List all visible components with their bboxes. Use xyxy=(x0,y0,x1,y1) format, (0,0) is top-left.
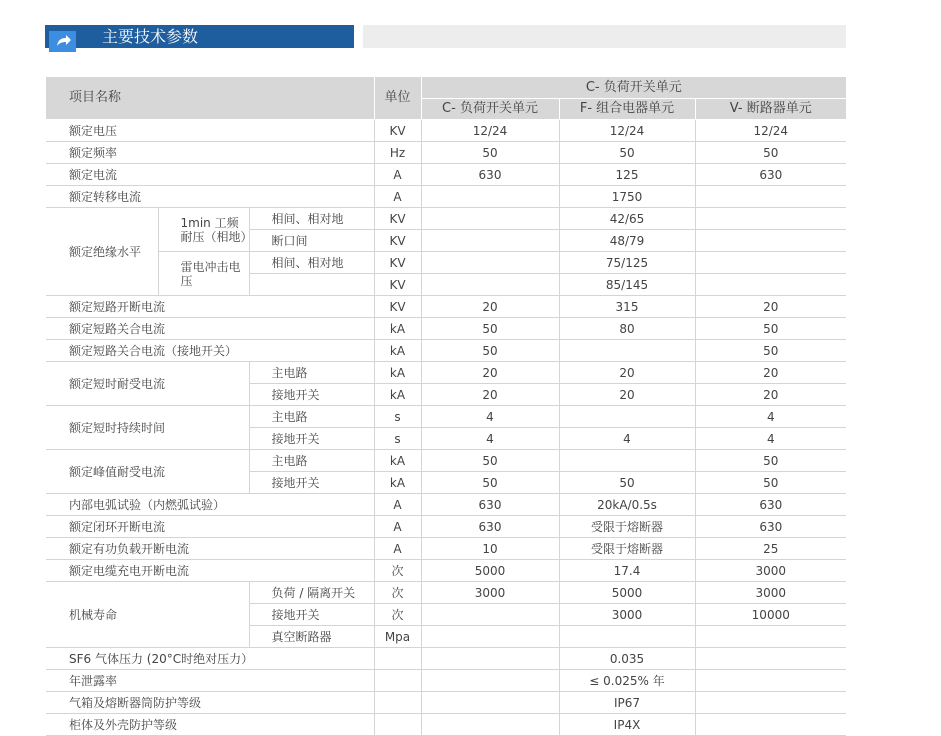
cell-c: 20 xyxy=(421,384,559,406)
row-unit: KV xyxy=(374,230,421,252)
cell-v: 630 xyxy=(695,494,846,516)
cell-c: 630 xyxy=(421,164,559,186)
table-row xyxy=(46,340,846,362)
table-row xyxy=(46,538,846,560)
row-name-mechanical-life: 机械寿命 xyxy=(46,582,249,648)
cell-v xyxy=(695,274,846,296)
sub-row-label: 接地开关 xyxy=(249,604,374,626)
row-unit: KV xyxy=(374,208,421,230)
row-unit: 次 xyxy=(374,604,421,626)
table-row xyxy=(46,296,846,318)
cell-f xyxy=(559,340,695,362)
table-row xyxy=(46,362,846,384)
header-col-c: C- 负荷开关单元 xyxy=(421,99,559,120)
row-name: 额定电缆充电开断电流 xyxy=(46,560,374,582)
cell-c: 50 xyxy=(421,142,559,164)
row-unit: A xyxy=(374,494,421,516)
cell-f: 48/79 xyxy=(559,230,695,252)
row-unit: kA xyxy=(374,472,421,494)
cell-f: 20 xyxy=(559,362,695,384)
spec-table xyxy=(46,77,846,736)
title-divider-strip xyxy=(363,25,846,48)
row-unit: KV xyxy=(374,274,421,296)
row-unit xyxy=(374,670,421,692)
row-unit: KV xyxy=(374,252,421,274)
sub-row-label: 断口间 xyxy=(249,230,374,252)
cell-c: 20 xyxy=(421,296,559,318)
header-item-name: 项目名称 xyxy=(46,77,374,120)
row-unit: KV xyxy=(374,296,421,318)
cell-f: 315 xyxy=(559,296,695,318)
cell-f: 12/24 xyxy=(559,120,695,142)
cell-c xyxy=(421,274,559,296)
header-col-v: V- 断路器单元 xyxy=(695,99,846,120)
row-unit xyxy=(374,692,421,714)
cell-v xyxy=(695,186,846,208)
cell-c xyxy=(421,692,559,714)
cell-v xyxy=(695,714,846,736)
cell-c: 50 xyxy=(421,318,559,340)
row-unit: 次 xyxy=(374,560,421,582)
cell-c xyxy=(421,626,559,648)
row-name: 额定短路关合电流 xyxy=(46,318,374,340)
row-unit: kA xyxy=(374,318,421,340)
cell-v: 12/24 xyxy=(695,120,846,142)
cell-c: 10 xyxy=(421,538,559,560)
cell-f xyxy=(559,406,695,428)
cell-v xyxy=(695,648,846,670)
sub-row-label: 接地开关 xyxy=(249,428,374,450)
arrow-share-icon xyxy=(49,29,76,52)
cell-v xyxy=(695,230,846,252)
cell-v: 20 xyxy=(695,384,846,406)
row-unit: kA xyxy=(374,384,421,406)
cell-v: 630 xyxy=(695,164,846,186)
row-name-short-time-current: 额定短时耐受电流 xyxy=(46,362,249,406)
row-name-short-time-duration: 额定短时持续时间 xyxy=(46,406,249,450)
cell-v xyxy=(695,692,846,714)
sub-row-label: 真空断路器 xyxy=(249,626,374,648)
row-unit: KV xyxy=(374,120,421,142)
table-row xyxy=(46,186,846,208)
cell-c xyxy=(421,604,559,626)
cell-v: 4 xyxy=(695,406,846,428)
cell-c xyxy=(421,252,559,274)
row-unit xyxy=(374,648,421,670)
cell-f: 受限于熔断器 xyxy=(559,516,695,538)
cell-v: 50 xyxy=(695,450,846,472)
row-unit: kA xyxy=(374,450,421,472)
cell-v: 3000 xyxy=(695,560,846,582)
cell-v xyxy=(695,670,846,692)
section-title: 主要技术参数 xyxy=(102,27,199,46)
row-name: 气箱及熔断器筒防护等级 xyxy=(46,692,374,714)
cell-v: 20 xyxy=(695,362,846,384)
row-unit: A xyxy=(374,164,421,186)
cell-f: 1750 xyxy=(559,186,695,208)
cell-v: 10000 xyxy=(695,604,846,626)
cell-v: 630 xyxy=(695,516,846,538)
table-row xyxy=(46,714,846,736)
cell-f: 20kA/0.5s xyxy=(559,494,695,516)
row-unit xyxy=(374,714,421,736)
row-unit: s xyxy=(374,428,421,450)
table-row xyxy=(46,208,846,230)
table-row xyxy=(46,318,846,340)
cell-f: 125 xyxy=(559,164,695,186)
row-name: 额定短路关合电流（接地开关） xyxy=(46,340,374,362)
cell-c: 50 xyxy=(421,340,559,362)
cell-c xyxy=(421,648,559,670)
row-name: 额定频率 xyxy=(46,142,374,164)
table-row xyxy=(46,406,846,428)
cell-c: 4 xyxy=(421,428,559,450)
row-name: SF6 气体压力 (20°C时绝对压力） xyxy=(46,648,374,670)
sub-row-label: 接地开关 xyxy=(249,472,374,494)
cell-v: 50 xyxy=(695,472,846,494)
cell-c: 5000 xyxy=(421,560,559,582)
cell-f: 85/145 xyxy=(559,274,695,296)
cell-v xyxy=(695,208,846,230)
header-unit: 单位 xyxy=(374,77,421,120)
row-name: 额定有功负载开断电流 xyxy=(46,538,374,560)
table-row xyxy=(46,494,846,516)
cell-v: 25 xyxy=(695,538,846,560)
row-name: 额定电压 xyxy=(46,120,374,142)
cell-f: 42/65 xyxy=(559,208,695,230)
row-unit: A xyxy=(374,538,421,560)
sub-row-label: 相间、相对地 xyxy=(249,252,374,274)
sub-row-label: 相间、相对地 xyxy=(249,208,374,230)
table-row xyxy=(46,560,846,582)
table-row xyxy=(46,120,846,142)
table-row xyxy=(46,670,846,692)
sub-row-label: 主电路 xyxy=(249,406,374,428)
row-name: 额定闭环开断电流 xyxy=(46,516,374,538)
header-col-f: F- 组合电器单元 xyxy=(559,99,695,120)
sub-row-label xyxy=(249,274,374,296)
sub-row-label: 负荷 / 隔离开关 xyxy=(249,582,374,604)
table-row xyxy=(46,516,846,538)
cell-f: 80 xyxy=(559,318,695,340)
row-name: 额定转移电流 xyxy=(46,186,374,208)
cell-v: 50 xyxy=(695,318,846,340)
sub-row-label: 接地开关 xyxy=(249,384,374,406)
cell-f: 20 xyxy=(559,384,695,406)
row-unit: kA xyxy=(374,362,421,384)
cell-f: 50 xyxy=(559,142,695,164)
sub-row-label: 主电路 xyxy=(249,362,374,384)
cell-f xyxy=(559,626,695,648)
cell-f: 5000 xyxy=(559,582,695,604)
cell-c xyxy=(421,230,559,252)
cell-c: 20 xyxy=(421,362,559,384)
table-row xyxy=(46,142,846,164)
cell-c: 4 xyxy=(421,406,559,428)
row-name-insulation: 额定绝缘水平 xyxy=(46,208,158,296)
row-unit: kA xyxy=(374,340,421,362)
row-name: 年泄露率 xyxy=(46,670,374,692)
row-name: 额定短路开断电流 xyxy=(46,296,374,318)
cell-f: IP67 xyxy=(559,692,695,714)
cell-v: 20 xyxy=(695,296,846,318)
row-unit: s xyxy=(374,406,421,428)
row-name: 内部电弧试验（内燃弧试验） xyxy=(46,494,374,516)
cell-v: 50 xyxy=(695,142,846,164)
row-name-peak-current: 额定峰值耐受电流 xyxy=(46,450,249,494)
cell-c: 630 xyxy=(421,516,559,538)
cell-c xyxy=(421,186,559,208)
row-unit: A xyxy=(374,186,421,208)
row-unit: A xyxy=(374,516,421,538)
cell-c: 50 xyxy=(421,472,559,494)
row-name: 额定电流 xyxy=(46,164,374,186)
table-row xyxy=(46,252,846,274)
cell-f: 50 xyxy=(559,472,695,494)
table-row xyxy=(46,164,846,186)
cell-f: 3000 xyxy=(559,604,695,626)
cell-f: ≤ 0.025% 年 xyxy=(559,670,695,692)
cell-f: 受限于熔断器 xyxy=(559,538,695,560)
cell-c xyxy=(421,714,559,736)
cell-c: 50 xyxy=(421,450,559,472)
cell-c xyxy=(421,208,559,230)
table-row xyxy=(46,582,846,604)
cell-v xyxy=(695,626,846,648)
row-unit: Hz xyxy=(374,142,421,164)
cell-c: 3000 xyxy=(421,582,559,604)
cell-f xyxy=(559,450,695,472)
row-name: 柜体及外壳防护等级 xyxy=(46,714,374,736)
cell-f: IP4X xyxy=(559,714,695,736)
row-unit: 次 xyxy=(374,582,421,604)
table-row xyxy=(46,692,846,714)
section-title-bar xyxy=(45,25,354,48)
cell-f: 17.4 xyxy=(559,560,695,582)
cell-v: 50 xyxy=(695,340,846,362)
sub-row-label: 主电路 xyxy=(249,450,374,472)
cell-f: 0.035 xyxy=(559,648,695,670)
cell-f: 4 xyxy=(559,428,695,450)
cell-c: 12/24 xyxy=(421,120,559,142)
cell-f: 75/125 xyxy=(559,252,695,274)
cell-v: 3000 xyxy=(695,582,846,604)
cell-v: 4 xyxy=(695,428,846,450)
table-row xyxy=(46,648,846,670)
cell-c xyxy=(421,670,559,692)
sub-group-power-frequency: 1min 工频耐压（相地） xyxy=(158,208,249,252)
header-group: C- 负荷开关单元 xyxy=(421,77,846,99)
cell-v xyxy=(695,252,846,274)
table-row xyxy=(46,450,846,472)
cell-c: 630 xyxy=(421,494,559,516)
sub-group-lightning-impulse: 雷电冲击电压 xyxy=(158,252,249,296)
row-unit: Mpa xyxy=(374,626,421,648)
